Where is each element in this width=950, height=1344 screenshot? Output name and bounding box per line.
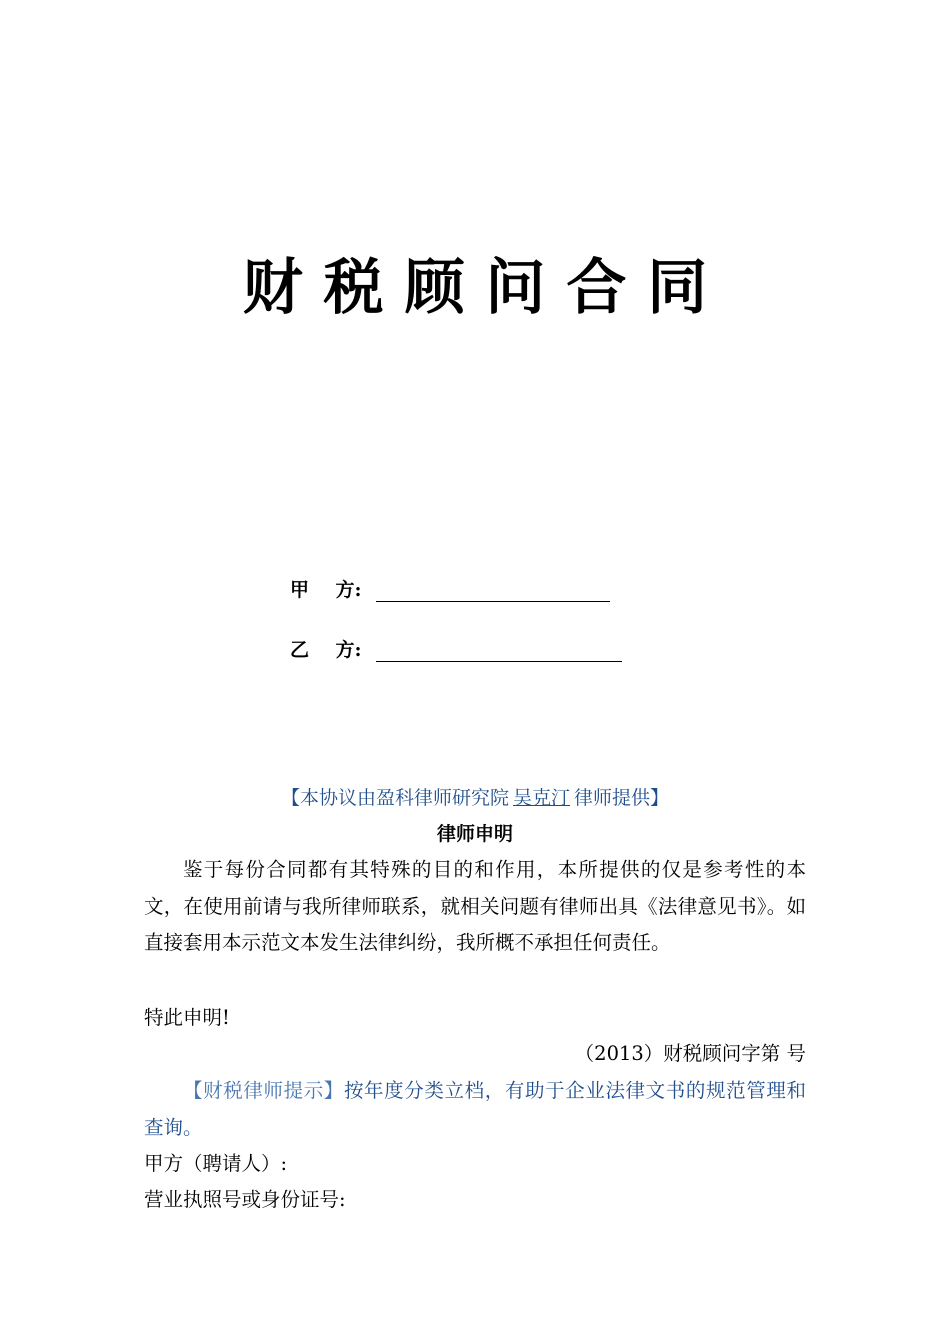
tip-text: 按年度分类立档，有助于企业法律文书的规范管理和查询。 [144,1079,806,1139]
party-a-line [290,572,610,602]
declaration-heading: 律师申明 [436,823,513,845]
provider-lawyer-name: 吴克汀 [512,787,570,809]
provider-note [0,784,950,812]
lawyer-tip [144,1072,806,1146]
party-b-line [290,632,622,662]
party-b-label: 乙 方: [290,639,362,661]
party-a-label: 甲 方: [290,579,362,601]
contract-title: 财 税 顾 问 合 同 [242,253,708,323]
party-a-heading: 甲方（聘请人）: [144,1152,288,1175]
provider-prefix: 【本协议由盈科律师研究院 [280,787,509,809]
license-label: 营业执照号或身份证号: [144,1188,346,1211]
declaration-closing: 特此申明! [144,1006,230,1029]
party-a-blank[interactable] [376,581,610,602]
party-b-blank[interactable] [376,641,622,662]
provider-suffix: 律师提供】 [574,787,670,809]
tip-label: 【财税律师提示】 [183,1079,344,1102]
declaration-body: 鉴于每份合同都有其特殊的目的和作用，本所提供的仅是参考性的本文，在使用前请与我所律师联系，就相关问题有律师出具《法律意见书》。如直接套用本示范文本发生法律纠纷，我所概不承担任何责任。 [144,858,806,954]
reference-number: （2013）财税顾问字第 号 [574,1042,806,1065]
